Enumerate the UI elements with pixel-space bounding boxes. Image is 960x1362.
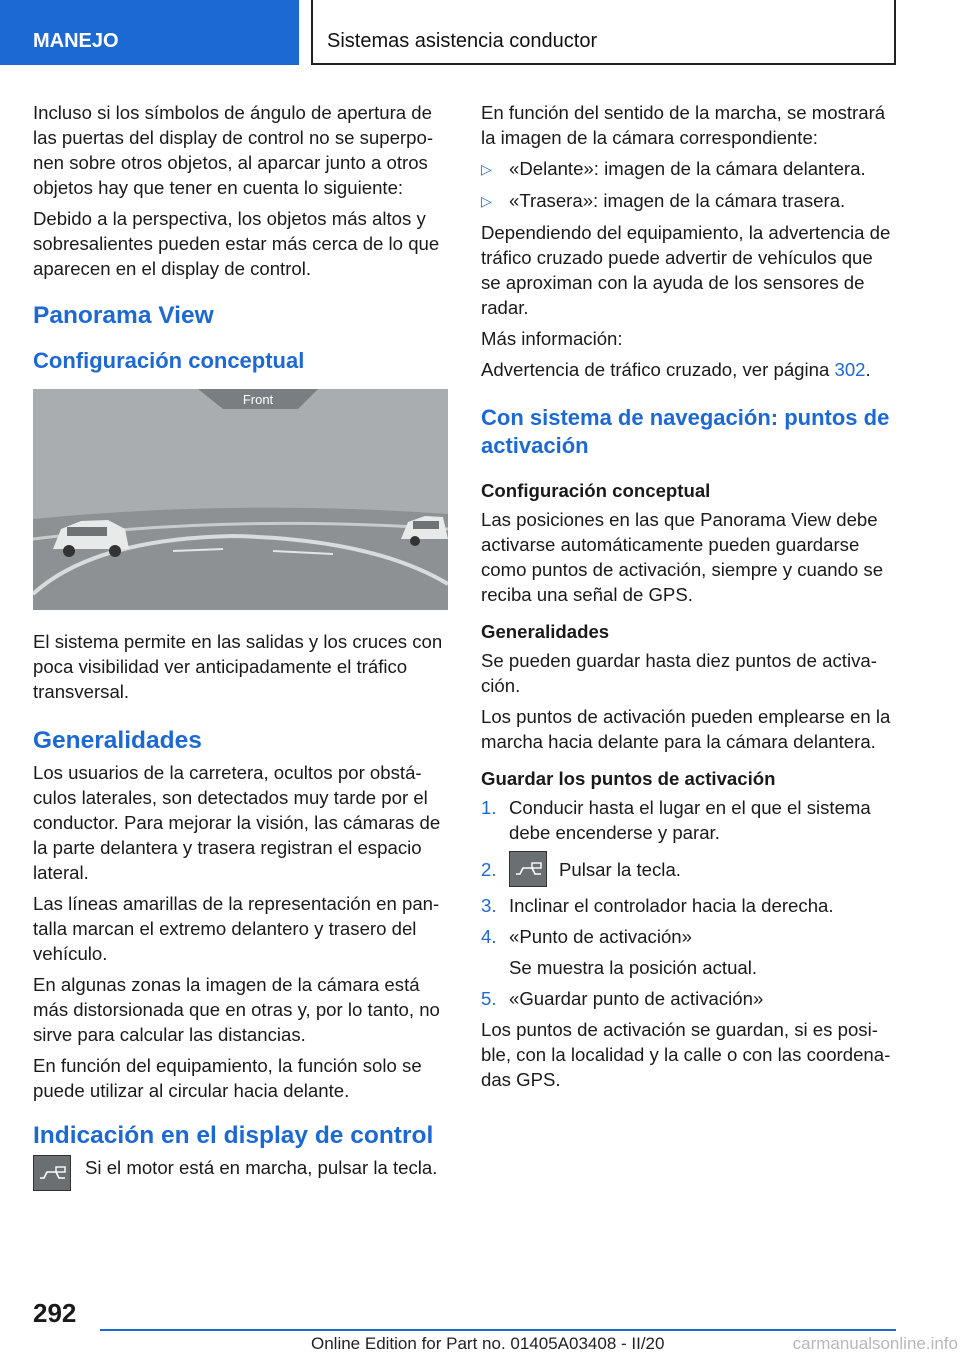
bullet-front-text: «Delante»: imagen de la cámara delantera. (509, 158, 866, 179)
camera-button-icon (509, 851, 547, 887)
closing-paragraph: Los puntos de activación se guardan, si es posible, con la localidad y la calle o con las coordenadas GPS. (481, 1019, 891, 1090)
step-number: 2. (481, 858, 497, 880)
section-tab: MANEJO (0, 0, 299, 65)
bullet-rear (481, 188, 895, 214)
display-instruction: Si el motor está en marcha, pulsar la tecla. (85, 1157, 438, 1178)
triangle-bullet-icon: ▷ (481, 193, 492, 209)
general-right-2: Los puntos de activación pueden emplearse en la marcha hacia delante para la cámara delantera. (481, 706, 891, 752)
camera-button-icon (33, 1155, 71, 1191)
step-text: Inclinar el controlador hacia la derecha. (509, 895, 834, 916)
heading-panorama-view: Panorama View (33, 302, 214, 329)
general-paragraph-1: Los usuarios de la carretera, ocultos por obstáculos laterales, son detectados muy tarde por el conductor. Para mejorar la visión, las cámaras de la parte delantera y trasera registran el espacio lateral. (33, 762, 441, 883)
intro-paragraph-2: Debido a la perspectiva, los objetos más altos y sobresalientes pueden estar más cerca de lo que aparecen en el display de control. (33, 208, 440, 279)
chapter-title: Sistemas asistencia conductor (311, 0, 896, 65)
heading-save-points: Guardar los puntos de activación (481, 768, 776, 789)
step-text: «Punto de activación» (509, 926, 692, 947)
step-3 (481, 893, 895, 918)
heading-generalidades-left: Generalidades (33, 727, 202, 754)
step-text: Conducir hasta el lugar en el que el sistema debe encenderse y parar. (509, 797, 871, 843)
figure-front-label: Front (242, 392, 274, 407)
step-2 (481, 851, 895, 887)
display-key-row (33, 1155, 448, 1191)
left-column (33, 100, 448, 1191)
watermark: carmanualsonline.info (792, 1334, 958, 1353)
direction-paragraph: En función del sentido de la marcha, se mostrará la imagen de la cámara correspondiente: (481, 102, 886, 148)
step-5 (481, 986, 895, 1011)
heading-config-right: Configuración conceptual (481, 480, 711, 501)
bullet-rear-text: «Trasera»: imagen de la cámara trasera. (509, 190, 846, 211)
step-number: 3. (481, 895, 497, 916)
intro-paragraph-1: Incluso si los símbolos de ángulo de apertura de las puertas del display de control no se superponen sobre otros objetos, al aparcar junto a otros objetos hay que tener en cuenta lo siguiente: (33, 102, 434, 198)
radar-paragraph: Dependiendo del equipamiento, la advertencia de tráfico cruzado puede advertir de vehículos que se aproximan con la ayuda de los sensores de radar. (481, 222, 891, 318)
edition-footer: Online Edition for Part no. 01405A03408 - II/20 (311, 1334, 665, 1353)
heading-display: Indicación en el display de control (33, 1122, 434, 1149)
heading-generalidades-right: Generalidades (481, 621, 610, 642)
more-info-label: Más información: (481, 328, 623, 349)
step-4-subtext: Se muestra la posición actual. (509, 957, 758, 978)
config-paragraph-left: El sistema permite en las salidas y los cruces con poca visibilidad ver anticipadamente el tráfico transversal. (33, 631, 443, 702)
cross-traffic-reference (481, 357, 895, 382)
step-number: 5. (481, 988, 497, 1009)
heading-config-left: Configuración conceptual (33, 348, 305, 373)
general-paragraph-4: En función del equipamiento, la función solo se puede utilizar al circular hacia delante. (33, 1055, 422, 1101)
step-number: 1. (481, 797, 497, 818)
step-1 (481, 795, 895, 845)
bullet-front (481, 156, 895, 182)
cross-traffic-end: . (865, 359, 871, 380)
page-number: 292 (33, 1298, 77, 1328)
step-text: «Guardar punto de activación» (509, 988, 764, 1009)
step-4 (481, 924, 895, 949)
step-number: 4. (481, 926, 497, 947)
page-link-302[interactable]: 302 (834, 359, 866, 380)
right-column (481, 100, 895, 1098)
step-text: Pulsar la tecla. (559, 858, 681, 880)
footer-divider (100, 1329, 896, 1331)
general-right-1: Se pueden guardar hasta diez puntos de activación. (481, 650, 877, 696)
general-paragraph-2: Las líneas amarillas de la representación en pantalla marcan el extremo delantero y trasero del vehículo. (33, 893, 440, 964)
config-paragraph-right: Las posiciones en las que Panorama View debe activarse automáticamente pueden guardarse como puntos de activación, siempre y cuando se reciba una señal de GPS. (481, 509, 884, 605)
cross-traffic-text: Advertencia de tráfico cruzado, ver página (481, 359, 835, 380)
general-paragraph-3: En algunas zonas la imagen de la cámara está más distorsionada que en otras y, por lo tanto, no sirve para calcular las distancias. (33, 974, 440, 1045)
triangle-bullet-icon: ▷ (481, 161, 492, 177)
front-camera-figure (33, 389, 448, 610)
heading-navigation: Con sistema de navegación: puntos de activación (481, 405, 890, 458)
